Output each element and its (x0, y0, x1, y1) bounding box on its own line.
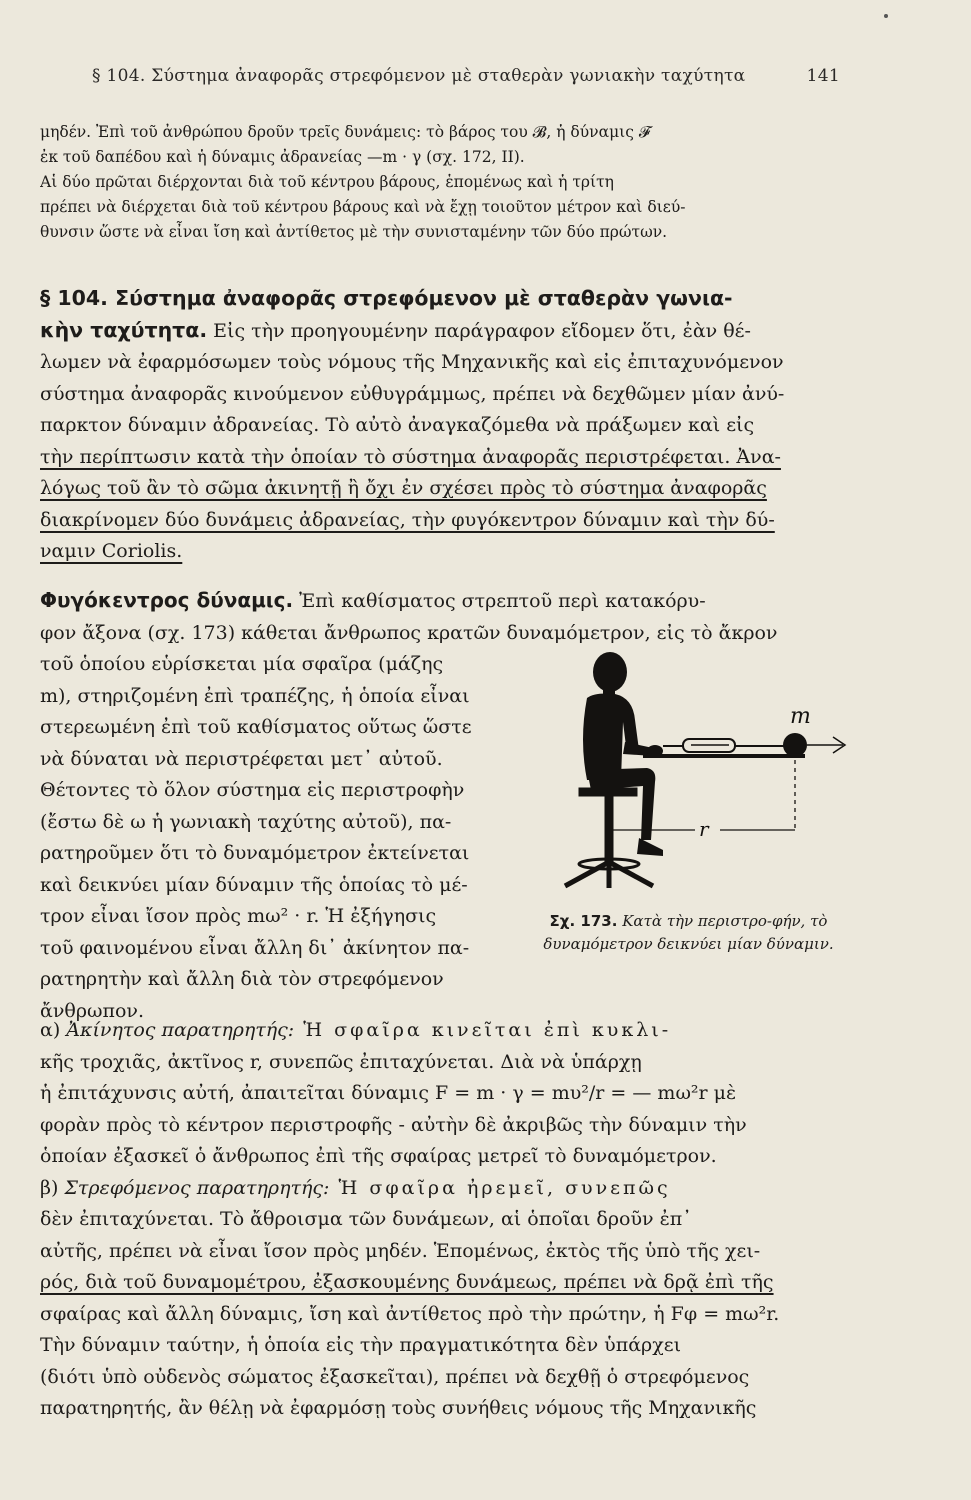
centrifugal-line: φον ἄξονα (σχ. 173) κάθεται ἄνθρωπος κρατῶν δυναμόμετρον, εἰς τὸ ἄκρον (40, 621, 778, 644)
side-line: ρατηροῦμεν ὅτι τὸ δυναμόμετρον ἐκτείνεται (40, 842, 470, 864)
caption-text: Κατὰ τὴν περιστρο-φήν, τὸ δυναμόμετρον δεικνύει μίαν δύναμιν. (543, 912, 834, 953)
force-arrow (807, 737, 845, 753)
section-line-underlined: λόγως τοῦ ἂν τὸ σῶμα ἀκινητῇ ἢ ὄχι ἐν σχέσει πρὸς τὸ σύστημα ἀναφορᾶς (40, 477, 767, 499)
caption-number: Σχ. 173. (549, 912, 618, 930)
observer-b-title: Στρεφόμενος παρατηρητής: (64, 1176, 330, 1199)
centrifugal-text: Ἐπὶ καθίσματος στρεπτοῦ περὶ κατακόρυ- (293, 590, 706, 612)
centrifugal-heading: Φυγόκεντρος δύναμις. (40, 588, 294, 612)
text-beside-figure (40, 649, 530, 1027)
mass-label: m (790, 704, 811, 729)
intro-line: Αἱ δύο πρῶται διέρχονται διὰ τοῦ κέντρου βάρους, ἑπομένως καὶ ἡ τρίτη (40, 173, 614, 191)
side-line: m), στηριζομένη ἐπὶ τραπέζης, ἡ ὁποία εἶναι (40, 684, 470, 707)
section-text: Εἰς τὴν προηγουμένην παράγραφον εἴδομεν ὅτι, ἐὰν θέ- (207, 319, 751, 342)
side-line: (ἔστω δὲ ω ἡ γωνιακὴ ταχύτης αὐτοῦ), πα- (40, 810, 452, 833)
side-line: τοῦ φαινομένου εἶναι ἄλλη δι᾿ ἀκίνητον πα- (40, 936, 470, 959)
side-line: ἄνθρωπον. (40, 999, 144, 1022)
observer-a-text: Ἡ σφαῖρα κινεῖται ἐπὶ κυκλι- (294, 1019, 672, 1041)
closing-paragraph (40, 1330, 840, 1425)
observer-a-label: α) (40, 1019, 67, 1041)
side-line: τοῦ ὁποίου εὑρίσκεται μία σφαῖρα (μάζης (40, 653, 444, 675)
sphere (783, 733, 807, 757)
section-line: σύστημα ἀναφορᾶς κινούμενον εὐθυγράμμως, πρέπει νὰ δεχθῶμεν μίαν ἀνύ- (40, 382, 785, 405)
side-line: στερεωμένη ἐπὶ τοῦ καθίσματος οὕτως ὥστε (40, 716, 472, 738)
radius-label: r (699, 817, 709, 841)
section-line: λωμεν νὰ ἐφαρμόσωμεν τοὺς νόμους τῆς Μηχανικῆς καὶ εἰς ἐπιταχυνόμενον (40, 351, 784, 373)
observer-section (40, 1015, 840, 1330)
intro-line: θυνσιν ὥστε νὰ εἶναι ἴση καὶ ἀντίθετος μὲ τὴν συνισταμένην τῶν δύο πρώτων. (40, 223, 668, 241)
observer-a-line: φορὰν πρὸς τὸ κέντρον περιστροφῆς - αὐτὴν δὲ ἀκριβῶς τὴν δύναμιν τὴν (40, 1113, 747, 1136)
figure-173 (535, 650, 855, 900)
observer-a-line: ὁποίαν ἐξασκεῖ ὁ ἄνθρωπος ἐπὶ τῆς σφαίρας μετρεῖ τὸ δυναμόμετρον. (40, 1145, 717, 1167)
section-heading-cont: κὴν ταχύτητα. (40, 317, 208, 342)
side-line: τρον εἶναι ἴσον πρὸς mω² · r. Ἡ ἐξήγησις (40, 905, 437, 927)
side-line: καὶ δεικνύει μίαν δύναμιν τῆς ὁποίας τὸ μέ- (40, 873, 468, 896)
observer-b-text: Ἡ σφαῖρα ἠρεμεῖ, συνεπῶς (329, 1176, 671, 1199)
header-title: § 104. Σύστημα ἀναφορᾶς στρεφόμενον μὲ σταθερὰν γωνιακὴν ταχύτητα (92, 66, 746, 86)
figure-caption (536, 910, 841, 956)
observer-b-line: αὐτῆς, πρέπει νὰ εἶναι ἴσον πρὸς μηδέν. Ἑπομένως, ἐκτὸς τῆς ὑπὸ τῆς χει- (40, 1239, 761, 1262)
section-line-underlined: διακρίνομεν δύο δυνάμεις ἀδρανείας, τὴν φυγόκεντρον δύναμιν καὶ τὴν δύ- (40, 508, 775, 531)
closing-line: παρατηρητής, ἂν θέλῃ νὰ ἐφαρμόσῃ τοὺς συνήθεις νόμους τῆς Μηχανικῆς (40, 1397, 757, 1419)
side-line: νὰ δύναται νὰ περιστρέφεται μετ᾿ αὐτοῦ. (40, 747, 443, 770)
section-line-underlined: ναμιν Coriolis. (40, 540, 183, 562)
intro-line: μηδέν. Ἐπὶ τοῦ ἀνθρώπου δροῦν τρεῖς δυνάμεις: τὸ βάρος του 𝓑, ἡ δύναμις 𝓕 (40, 123, 651, 141)
section-heading: § 104. Σύστημα ἀναφορᾶς στρεφόμενον μὲ σταθερὰν γωνια- (40, 286, 733, 310)
observer-a-line: κῆς τροχιᾶς, ἀκτῖνος r, συνεπῶς ἐπιταχύνεται. Διὰ νὰ ὑπάρχῃ (40, 1050, 642, 1073)
side-line: ρατηρητὴν καὶ ἄλλη διὰ τὸν στρεφόμενον (40, 968, 444, 990)
observer-a-line: ἡ ἐπιτάχυνσις αὐτή, ἀπαιτεῖται δύναμις F = m · γ = mυ²/r = — mω²r μὲ (40, 1082, 737, 1104)
running-header (92, 66, 840, 86)
observer-b-line: δὲν ἐπιταχύνεται. Τὸ ἄθροισμα τῶν δυνάμεων, αἱ ὁποῖαι δροῦν ἐπ᾿ (40, 1208, 692, 1230)
section-104 (40, 283, 840, 568)
observer-a-title: Ἀκίνητος παρατηρητής: (66, 1019, 295, 1041)
intro-paragraph (40, 120, 840, 245)
observer-b-line: ρός, διὰ τοῦ δυναμομέτρου, ἐξασκουμένης δυνάμεως, πρέπει νὰ δρᾷ ἐπὶ τῆς (40, 1271, 774, 1293)
intro-line: ἐκ τοῦ δαπέδου καὶ ἡ δύναμις ἀδρανείας —m · γ (σχ. 172, II). (40, 148, 525, 166)
section-line: παρκτον δύναμιν ἀδρανείας. Τὸ αὐτὸ ἀναγκαζόμεθα νὰ πράξωμεν καὶ εἰς (40, 414, 755, 436)
print-dot (884, 14, 888, 18)
observer-b-line: σφαίρας καὶ ἄλλη δύναμις, ἴση καὶ ἀντίθετος πρὸ τὴν πρώτην, ἡ Fφ = mω²r. (40, 1302, 780, 1325)
closing-line: Τὴν δύναμιν ταύτην, ἡ ὁποία εἰς τὴν πραγματικότητα δὲν ὑπάρχει (40, 1334, 682, 1356)
page-number: 141 (806, 66, 840, 86)
section-line-underlined: τὴν περίπτωσιν κατὰ τὴν ὁποίαν τὸ σύστημα ἀναφορᾶς περιστρέφεται. Ἀνα- (40, 445, 781, 468)
observer-b-label: β) (40, 1176, 65, 1199)
side-line: Θέτοντες τὸ ὅλον σύστημα εἰς περιστροφὴν (40, 779, 465, 801)
intro-line: πρέπει νὰ διέρχεται διὰ τοῦ κέντρου βάρους καὶ νὰ ἔχῃ τοιοῦτον μέτρον καὶ διεύ- (40, 198, 686, 216)
dynamometer (663, 739, 785, 752)
closing-line: (διότι ὑπὸ οὐδενὸς σώματος ἐξασκεῖται), πρέπει νὰ δεχθῇ ὁ στρεφόμενος (40, 1365, 750, 1388)
